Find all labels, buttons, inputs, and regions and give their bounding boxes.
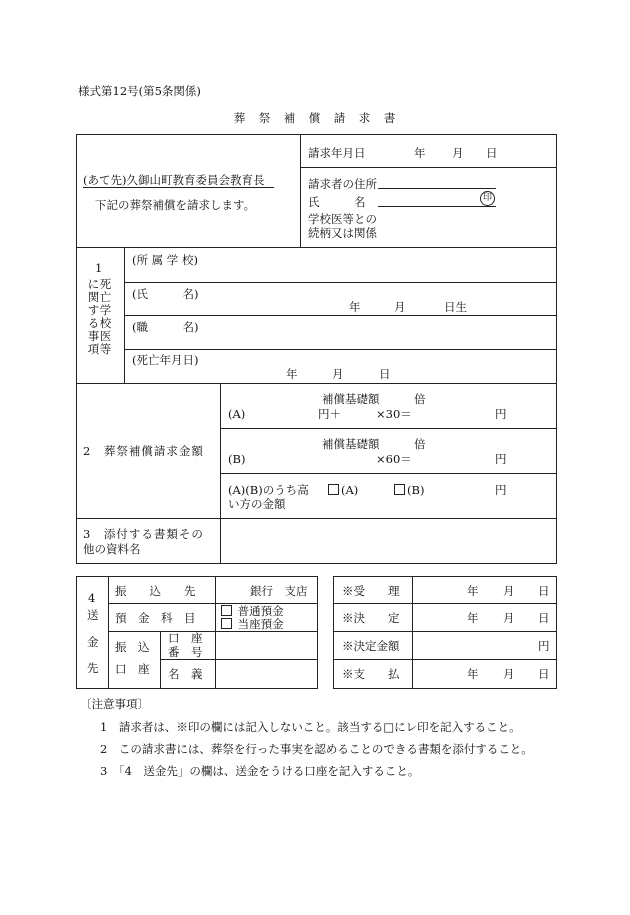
checkbox-icon[interactable] [328,484,339,495]
addressee-underline [83,187,274,188]
row-divider [333,603,557,604]
school-label: (所 属 学 校) [132,253,198,267]
note-item: 3 「4 送金先」の欄は、送金をうける口座を記入すること。 [100,764,420,778]
row-divider [333,631,557,632]
checkbox-icon[interactable] [221,605,232,616]
section4-vertical-3: 先 [87,661,99,675]
notes-heading: 〔注意事項〕 [80,697,149,711]
request-month: 月 [452,146,464,160]
row-divider [333,659,557,660]
rowC-yen: 円 [495,483,507,497]
row-divider [108,631,318,632]
death-year: 年 [286,367,298,381]
deposit-type-label: 預 金 科 目 [115,611,196,625]
receipt-month: 月 [503,584,515,598]
section4-number: 4 [88,591,96,605]
note-item: 1 請求者は、※印の欄には記入しないこと。該当する□にレ印を記入すること。 [100,720,521,734]
rowC-option-b[interactable]: (B) [394,483,424,497]
name-field[interactable] [378,206,496,207]
row-divider [124,349,557,350]
decided-amount-yen: 円 [538,639,550,653]
section1-title-col1: 死亡学校医等 [99,277,112,356]
receipt-year: 年 [467,584,479,598]
row-divider [108,603,318,604]
name-label: 氏 名 [308,195,366,209]
row-divider [76,247,557,248]
checkbox-icon[interactable] [394,484,405,495]
col-divider [220,383,221,564]
receipt-label: ※受 理 [342,584,400,598]
row-divider [124,282,557,283]
request-line: 下記の葬祭補償を請求します。 [95,198,256,212]
row-divider [300,167,557,168]
seal-icon: 印 [480,191,495,206]
decision-month: 月 [503,611,515,625]
rowC-option-a[interactable]: (A) [328,483,358,497]
row-divider [160,659,318,660]
addressee: (あて先)久御山町教育委員会教育長 [83,173,265,187]
payment-day: 日 [538,667,550,681]
address-label: 請求者の住所 [308,177,377,191]
col-divider [215,576,216,689]
rowB-mark: (B) [228,452,246,466]
request-date-label: 請求年月日 [308,146,366,160]
rowC-text2: い方の金額 [228,497,286,511]
col-divider [300,134,301,247]
section1-title-col2: に関する事項 [87,277,100,356]
rowC-text1: (A)(B)のうち高 [228,483,309,497]
account-number-label-1: 口 座 [168,631,203,645]
current-deposit-option[interactable]: 当座預金 [221,617,284,631]
birth-month: 月 [394,300,406,314]
ordinary-deposit-option[interactable]: 普通預金 [221,604,284,618]
death-day: 日 [379,367,391,381]
decision-label: ※決 定 [342,611,400,625]
transfer-to-label: 振 込 先 [115,584,196,598]
relation-label-2: 続柄又は関係 [308,226,377,240]
rowA-mark: (A) [228,407,246,421]
row-divider [124,315,557,316]
receipt-day: 日 [538,584,550,598]
account-number-label-2: 番 号 [168,645,203,659]
section3-label-2: 他の資料名 [83,542,141,556]
account-holder-label: 名 義 [168,667,203,681]
section4-vertical-2: 金 [87,635,99,649]
section3-label-1: 3 添付する書類その [83,527,204,541]
birth-year: 年 [349,300,361,314]
checkbox-icon[interactable] [221,618,232,629]
request-year: 年 [414,146,426,160]
col-divider [160,631,161,689]
row-divider [220,473,557,474]
request-day: 日 [486,146,498,160]
rowA-yen: 円 [495,407,507,421]
col-divider [124,247,125,383]
note-item: 2 この請求書には、葬祭を行った事実を認めることのできる書類を添付すること。 [100,742,533,756]
rowA-mult: ×30＝ [376,407,412,421]
decided-amount-label: ※決定金額 [342,639,400,653]
address-field[interactable] [378,188,496,189]
rowA-mid: 円＋ [318,407,341,421]
death-month: 月 [332,367,344,381]
rowB-mult: ×60＝ [376,452,412,466]
section1-number: 1 [95,261,103,275]
account-label-1: 振 込 [115,640,150,654]
payment-label: ※支 払 [342,667,400,681]
decision-day: 日 [538,611,550,625]
form-title: 葬 祭 補 償 請 求 書 [233,111,397,125]
account-label-2: 口 座 [115,662,150,676]
relation-label-1: 学校医等との [308,212,377,226]
deceased-name-label: (氏 名) [132,287,199,301]
row-divider [76,518,557,519]
col-divider [412,576,413,689]
row-divider [220,428,557,429]
job-label: (職 名) [132,320,199,334]
payment-year: 年 [467,667,479,681]
bank-branch-label: 銀行 支店 [250,584,308,598]
rowB-top: 補償基礎額 倍 [322,437,426,451]
section2-label: 2 葬祭補償請求金額 [83,444,204,458]
birth-day: 日生 [444,300,467,314]
row-divider [76,383,557,384]
col-divider [108,576,109,689]
form-number: 様式第12号(第5条関係) [78,84,201,98]
payment-month: 月 [503,667,515,681]
section4-vertical-1: 送 [87,608,99,622]
decision-year: 年 [467,611,479,625]
death-date-label: (死亡年月日) [132,353,199,367]
rowA-top: 補償基礎額 倍 [322,392,426,406]
rowB-yen: 円 [495,452,507,466]
